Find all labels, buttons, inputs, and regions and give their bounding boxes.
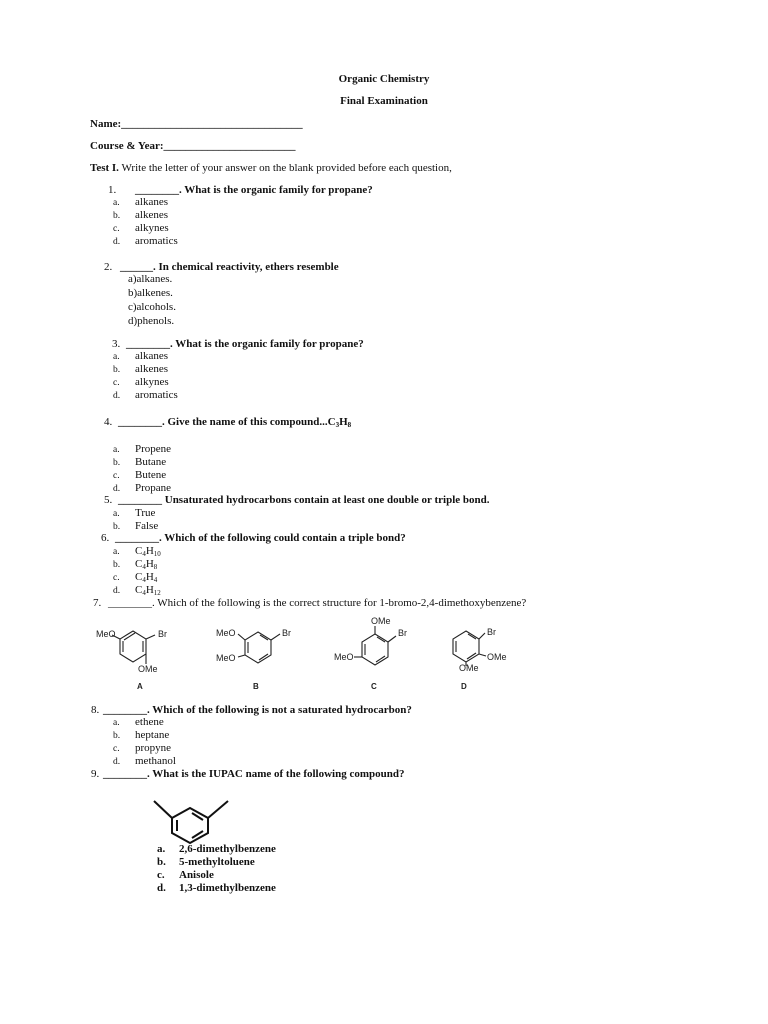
q1-text: What is the organic family for propane?	[181, 184, 373, 196]
q1-option-a-letter: a.	[113, 198, 120, 208]
q3-option-d-text: aromatics	[135, 389, 178, 401]
structure-b-substituent-2: Br	[282, 628, 291, 638]
q3-number: 3.	[112, 338, 121, 350]
q6-option-a-hydrogen: H	[145, 545, 154, 557]
q4-blank: ________.	[118, 416, 165, 428]
q6-option-b-carbon-count: 4	[142, 563, 146, 571]
q3-blank: ________.	[126, 338, 173, 350]
q4-number: 4.	[104, 416, 113, 428]
structure-b-ring	[245, 632, 271, 663]
m-xylene-structure	[140, 795, 240, 845]
q3-option-d-letter: d.	[113, 391, 121, 401]
structure-c	[354, 626, 396, 665]
q9-option-a-text: 2,6-dimethylbenzene	[179, 843, 276, 855]
q1-number: 1.	[108, 184, 117, 196]
q2-option-c: c)alcohols.	[128, 301, 176, 313]
q6-option-c-hydrogen-count: 4	[153, 576, 158, 584]
q7-blank: ________.	[108, 597, 155, 609]
q8-option-b-text: heptane	[135, 729, 170, 741]
q4-option-b-text: Butane	[135, 456, 167, 468]
q4-hydrogen-subscript: 8	[347, 421, 352, 429]
q3-option-b-letter: b.	[113, 365, 121, 375]
q1-option-d-text: aromatics	[135, 235, 178, 247]
structure-b-bond	[238, 634, 245, 640]
q6-option-a-carbon: C	[135, 545, 143, 557]
structure-c-substituent-3: MeO	[334, 652, 354, 662]
q3-option-a-letter: a.	[113, 352, 120, 362]
q8-option-c	[113, 742, 171, 755]
q8-option-c-text: propyne	[135, 742, 172, 754]
structure-c-substituent-2: Br	[398, 628, 407, 638]
q6-text: Which of the following could contain a triple bond?	[161, 532, 406, 544]
structure-c-substituent-1: OMe	[371, 616, 391, 626]
q8-option-a-text: ethene	[135, 716, 164, 728]
structure-d-label: D	[461, 682, 467, 691]
q6-option-d-letter: d.	[113, 586, 121, 596]
q6-option-c-carbon-count: 4	[142, 576, 146, 584]
q1-option-d-letter: d.	[113, 237, 121, 247]
q8-option-a-letter: a.	[113, 718, 120, 728]
structure-d-bond	[479, 633, 485, 639]
q6-option-a-letter: a.	[113, 547, 120, 557]
q4-text: Give the name of this compound...C	[164, 416, 336, 428]
q5-blank: ________	[118, 494, 162, 506]
q2-text: In chemical reactivity, ethers resemble	[155, 261, 339, 273]
q8-blank: ________.	[103, 704, 150, 716]
q9-blank: ________.	[103, 768, 150, 780]
q6-option-c-carbon: C	[135, 571, 143, 583]
structure-a-double-bond	[124, 633, 135, 640]
q9-option-c-text: Anisole	[179, 869, 214, 881]
q8-option-b	[113, 729, 169, 742]
q2-number: 2.	[104, 261, 113, 273]
structure-a-substituent-2: Br	[158, 629, 167, 639]
q9-option-c	[157, 869, 214, 881]
q9-option-c-letter: c.	[157, 869, 165, 881]
structure-a-label: A	[137, 682, 143, 691]
q1-option-c-letter: c.	[113, 224, 120, 234]
q9-option-b	[157, 856, 255, 868]
q9-option-d-letter: d.	[157, 882, 166, 894]
q5-option-a-text: True	[135, 507, 156, 519]
structure-d-substituent-3: OMe	[459, 663, 479, 673]
structure-d-substituent-2: OMe	[487, 652, 507, 662]
q4-option-a-text: Propene	[135, 443, 172, 455]
q6-option-c-hydrogen: H	[145, 571, 154, 583]
q5-option-b-text: False	[135, 520, 159, 532]
q1-blank: ________.	[135, 184, 182, 196]
structure-b-bond	[271, 634, 280, 640]
q3-option-a-text: alkanes	[135, 350, 168, 362]
methyl-bond	[208, 801, 228, 818]
q4-option-c-letter: c.	[113, 471, 120, 481]
q6-option-b-letter: b.	[113, 560, 121, 570]
q5-number: 5.	[104, 494, 113, 506]
structure-b-substituent-3: MeO	[216, 653, 236, 663]
methyl-bond	[154, 801, 172, 818]
q9-number: 9.	[91, 768, 100, 780]
q4-option-b-letter: b.	[113, 458, 121, 468]
instruction-text: Write the letter of your answer on the blank provided before each question,	[118, 162, 452, 174]
q3-text: What is the organic family for propane?	[172, 338, 364, 350]
structure-a-substituent-3: OMe	[138, 664, 158, 674]
q5-option-b-letter: b.	[113, 522, 121, 532]
q4-option-c-text: Butene	[135, 469, 167, 481]
q9-option-b-text: 5-methyltoluene	[179, 856, 255, 868]
structure-a-bond	[146, 635, 155, 639]
structure-c-ring	[362, 634, 388, 665]
q1-option-c-text: alkynes	[135, 222, 169, 234]
q9-text: What is the IUPAC name of the following compound?	[149, 768, 405, 780]
exam-title: Organic Chemistry	[338, 73, 430, 85]
q6-option-a-carbon-count: 4	[142, 550, 146, 558]
q3-option-c-letter: c.	[113, 378, 120, 388]
q8-option-b-letter: b.	[113, 731, 121, 741]
structure-a-substituent-1: MeO	[96, 629, 116, 639]
q8-option-d-letter: d.	[113, 757, 121, 767]
q9-option-d	[157, 882, 276, 894]
q1-option-a-text: alkanes	[135, 196, 168, 208]
q6-blank: ________.	[115, 532, 162, 544]
structure-d-ring	[453, 631, 479, 662]
q6-number: 6.	[101, 532, 110, 544]
structure-a-ring	[120, 631, 146, 662]
q8-text: Which of the following is not a saturated hydrocarbon?	[149, 704, 412, 716]
q6-option-b-hydrogen-count: 8	[153, 563, 158, 571]
q6-option-d-carbon-count: 4	[142, 589, 146, 597]
structure-c-bond	[388, 636, 396, 642]
q6-option-d-hydrogen-count: 12	[153, 589, 161, 597]
exam-subtitle: Final Examination	[340, 95, 428, 107]
test-label: Test I.	[90, 162, 119, 174]
q2-blank: ______.	[120, 261, 156, 273]
question-9	[91, 768, 405, 780]
structure-a	[112, 631, 155, 664]
q6-option-d-hydrogen: H	[145, 584, 154, 596]
q1-option-b-text: alkenes	[135, 209, 168, 221]
q2-option-b: b)alkenes.	[128, 287, 173, 299]
q2-option-a: a)alkanes.	[128, 273, 173, 285]
structure-b-bond	[238, 655, 245, 657]
q6-option-c-letter: c.	[113, 573, 120, 583]
q9-option-d-text: 1,3-dimethylbenzene	[179, 882, 276, 894]
q3-option-b-text: alkenes	[135, 363, 168, 375]
structure-d	[453, 631, 486, 666]
q1-option-b-letter: b.	[113, 211, 121, 221]
q7-number: 7.	[93, 597, 102, 609]
q4-carbon-subscript: 3	[335, 421, 340, 429]
q3-option-c-text: alkynes	[135, 376, 169, 388]
q4-option-d-text: Propane	[135, 482, 172, 494]
q4-hydrogen: H	[339, 416, 348, 428]
q8-number: 8.	[91, 704, 100, 716]
q6-option-b-hydrogen: H	[145, 558, 154, 570]
q9-option-a	[157, 843, 276, 855]
q9-option-a-letter: a.	[157, 843, 166, 855]
q4-option-a-letter: a.	[113, 445, 120, 455]
structure-d-bond	[479, 654, 486, 656]
structure-b-substituent-1: MeO	[216, 628, 236, 638]
q7-text: Which of the following is the correct structure for 1-bromo-2,4-dimethoxybenzene?	[154, 597, 527, 609]
q6-option-d-carbon: C	[135, 584, 143, 596]
structure-b-label: B	[253, 682, 259, 691]
q8-option-d-text: methanol	[135, 755, 176, 767]
q6-option-b-carbon: C	[135, 558, 143, 570]
structure-d-substituent-1: Br	[487, 627, 496, 637]
q8-option-d	[113, 755, 176, 768]
course-year-field: Course & Year:________________________	[90, 140, 296, 152]
q5-text: Unsaturated hydrocarbons contain at least one double or triple bond.	[162, 494, 490, 506]
q8-option-a	[113, 716, 164, 729]
q2-option-d: d)phenols.	[128, 315, 175, 327]
q6-option-a-hydrogen-count: 10	[153, 550, 161, 558]
q9-option-b-letter: b.	[157, 856, 166, 868]
question-8	[91, 704, 412, 716]
q8-option-c-letter: c.	[113, 744, 120, 754]
name-field: Name:_________________________________	[90, 118, 303, 130]
structure-b	[238, 632, 280, 663]
q5-option-a-letter: a.	[113, 509, 120, 519]
structure-c-label: C	[371, 682, 377, 691]
q4-option-d-letter: d.	[113, 484, 121, 494]
